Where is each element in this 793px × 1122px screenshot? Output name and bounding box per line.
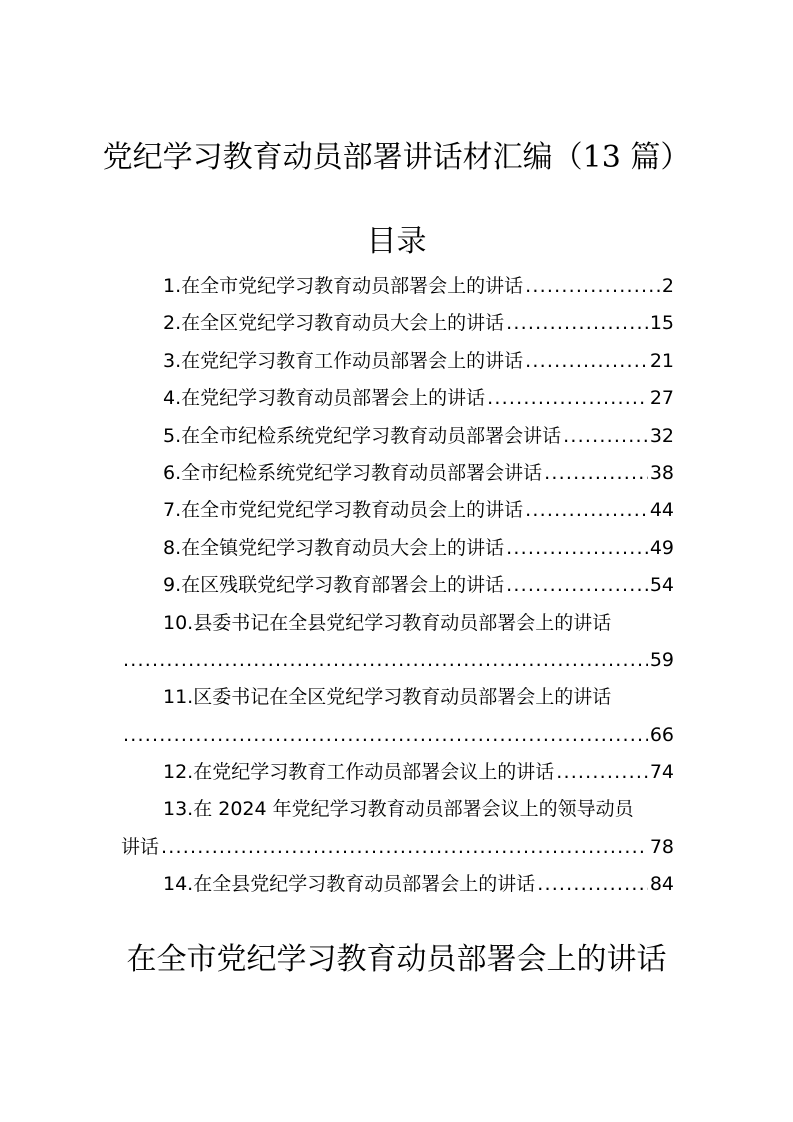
toc-entry[interactable] — [121, 418, 674, 455]
toc-entry-title: 14.在全县党纪学习教育动员部署会上的讲话 — [163, 873, 536, 896]
toc-entry-page: 74 — [649, 761, 674, 784]
toc-entry-title: 7.在全市党纪党纪学习教育动员会上的讲话 — [163, 499, 524, 522]
toc-entry-page: 66 — [649, 723, 674, 746]
toc-entry-title: 3.在党纪学习教育工作动员部署会上的讲话 — [163, 349, 524, 372]
toc-entry-leader-line[interactable] — [121, 717, 674, 754]
toc-entry-page: 38 — [649, 461, 674, 484]
toc-entry-title: 13.在 2024 年党纪学习教育动员部署会议上的领导动员 — [163, 798, 634, 821]
toc-entry-title: 4.在党纪学习教育动员部署会上的讲话 — [163, 387, 486, 410]
toc-leader-dots — [506, 567, 648, 604]
toc-leader-dots — [506, 305, 648, 342]
toc-entry-leader-line[interactable] — [121, 829, 674, 866]
toc-entry[interactable] — [121, 530, 674, 567]
toc-entry-page: 59 — [649, 648, 674, 671]
toc-entry-title-line[interactable] — [121, 605, 674, 642]
toc-entry-title: 6.全市纪检系统党纪学习教育动员部署会讲话 — [163, 461, 543, 484]
toc-entry[interactable] — [121, 380, 674, 417]
toc-entry-title: 9.在区残联党纪学习教育部署会上的讲话 — [163, 574, 505, 597]
toc-entry[interactable] — [121, 567, 674, 604]
toc-entry-title-continued: 讲话 — [121, 835, 160, 858]
section-heading: 在全市党纪学习教育动员部署会上的讲话 — [126, 942, 667, 977]
toc-entry-title: 1.在全市党纪学习教育动员部署会上的讲话 — [163, 275, 524, 297]
toc-entry-title: 11.区委书记在全区党纪学习教育动员部署会上的讲话 — [163, 686, 612, 709]
toc-entry-page: 78 — [649, 835, 674, 858]
toc-leader-dots — [487, 380, 648, 417]
toc-entry-page: 84 — [649, 873, 674, 896]
toc-leader-dots — [556, 754, 648, 791]
document-title: 党纪学习教育动员部署讲话材汇编（13 篇） — [102, 140, 691, 175]
toc-leader-dots — [123, 642, 648, 679]
table-of-contents — [121, 268, 674, 904]
toc-leader-dots — [544, 455, 648, 492]
toc-leader-dots — [161, 829, 648, 866]
toc-entry[interactable] — [121, 455, 674, 492]
toc-entry-title-line[interactable] — [121, 679, 674, 716]
toc-entry-page: 49 — [649, 536, 674, 559]
toc-entry-page: 54 — [649, 574, 674, 597]
toc-entry[interactable] — [121, 305, 674, 342]
toc-leader-dots — [563, 418, 648, 455]
toc-entry-page: 44 — [649, 499, 674, 522]
toc-entry-page: 27 — [649, 387, 674, 410]
toc-leader-dots — [123, 717, 648, 754]
toc-entry[interactable] — [121, 343, 674, 380]
toc-entry[interactable] — [121, 268, 674, 305]
toc-entry-page: 15 — [649, 312, 674, 335]
toc-entry[interactable] — [121, 754, 674, 791]
toc-leader-dots — [537, 866, 648, 903]
toc-entry[interactable] — [121, 866, 674, 903]
toc-entry-page: 2 — [661, 275, 674, 297]
toc-entry-page: 21 — [649, 349, 674, 372]
toc-heading: 目录 — [366, 224, 427, 259]
toc-entry-leader-line[interactable] — [121, 642, 674, 679]
toc-entry-title: 5.在全市纪检系统党纪学习教育动员部署会讲话 — [163, 424, 562, 447]
toc-entry-title-line[interactable] — [121, 791, 674, 828]
toc-entry-title: 2.在全区党纪学习教育动员大会上的讲话 — [163, 312, 505, 335]
toc-leader-dots — [525, 343, 648, 380]
toc-entry-title: 8.在全镇党纪学习教育动员大会上的讲话 — [163, 536, 505, 559]
toc-entry[interactable] — [121, 492, 674, 529]
toc-entry-title: 10.县委书记在全县党纪学习教育动员部署会上的讲话 — [163, 611, 612, 634]
toc-leader-dots — [506, 530, 648, 567]
toc-leader-dots — [525, 492, 648, 529]
toc-leader-dots — [525, 268, 660, 305]
toc-entry-page: 32 — [649, 424, 674, 447]
toc-entry-title: 12.在党纪学习教育工作动员部署会议上的讲话 — [163, 761, 555, 784]
